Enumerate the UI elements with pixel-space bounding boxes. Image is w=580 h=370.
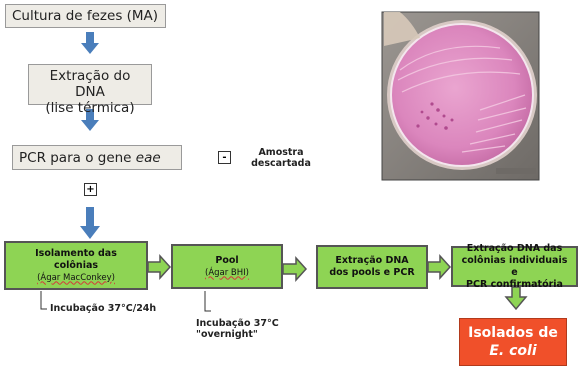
petri-dish-photo: [382, 12, 539, 180]
positive-sign: +: [86, 184, 95, 195]
right-arrow-1: [148, 256, 170, 278]
negative-sign: -: [222, 152, 227, 163]
incubation-connector-1: [41, 291, 47, 309]
colony-extraction-line2: colônias individuais e: [461, 254, 568, 278]
discarded-line2: descartada: [251, 158, 311, 169]
discarded-line1: Amostra: [258, 147, 304, 158]
result-line1: Isolados de: [468, 325, 558, 341]
pcr-gene: eae: [135, 150, 161, 166]
pcr-box: [12, 145, 182, 170]
dna-extraction-line2: (lise térmica): [45, 100, 135, 116]
pool-extraction-box: [316, 245, 428, 289]
dna-extraction-line1: Extração do DNA: [49, 68, 131, 100]
discarded-sample-note: [246, 147, 316, 169]
negative-marker: [218, 151, 231, 164]
colony-extraction-box: [451, 242, 578, 290]
result-box: [459, 318, 567, 366]
dna-extraction-box: [28, 64, 152, 116]
colony-extraction-line3: PCR confirmatória: [466, 278, 563, 290]
right-arrow-3: [428, 256, 450, 278]
pool-extraction-line2: dos pools e PCR: [329, 267, 415, 278]
pool-extraction-line1: Extração DNA: [335, 255, 409, 266]
positive-marker: [84, 183, 97, 196]
isolation-medium: (Ágar MacConkey): [37, 272, 115, 283]
incubation-2-line2: "overnight": [196, 329, 258, 340]
down-arrow-1: [81, 32, 99, 54]
culture-box: [5, 4, 166, 28]
isolation-line1: Isolamento das: [35, 247, 117, 259]
pool-box: [171, 244, 283, 289]
pool-medium: (Ágar BHI): [205, 267, 249, 278]
right-arrow-2: [283, 258, 306, 280]
incubation-connector-2: [205, 291, 211, 311]
colony-extraction-line1: Extração DNA das: [466, 242, 563, 254]
incubation-note-1: [50, 303, 156, 314]
pcr-label: PCR para o gene: [19, 150, 136, 166]
pool-title: Pool: [215, 254, 239, 266]
incubation-1-label: Incubação 37°C/24h: [50, 303, 157, 314]
incubation-2-line1: Incubação 37°C: [196, 318, 279, 329]
isolation-box: [4, 241, 148, 290]
incubation-note-2: [196, 318, 279, 340]
down-arrow-3: [80, 207, 100, 239]
result-line2: E. coli: [489, 343, 537, 359]
isolation-line2: colônias: [53, 259, 99, 271]
culture-label: Cultura de fezes (MA): [12, 8, 159, 24]
